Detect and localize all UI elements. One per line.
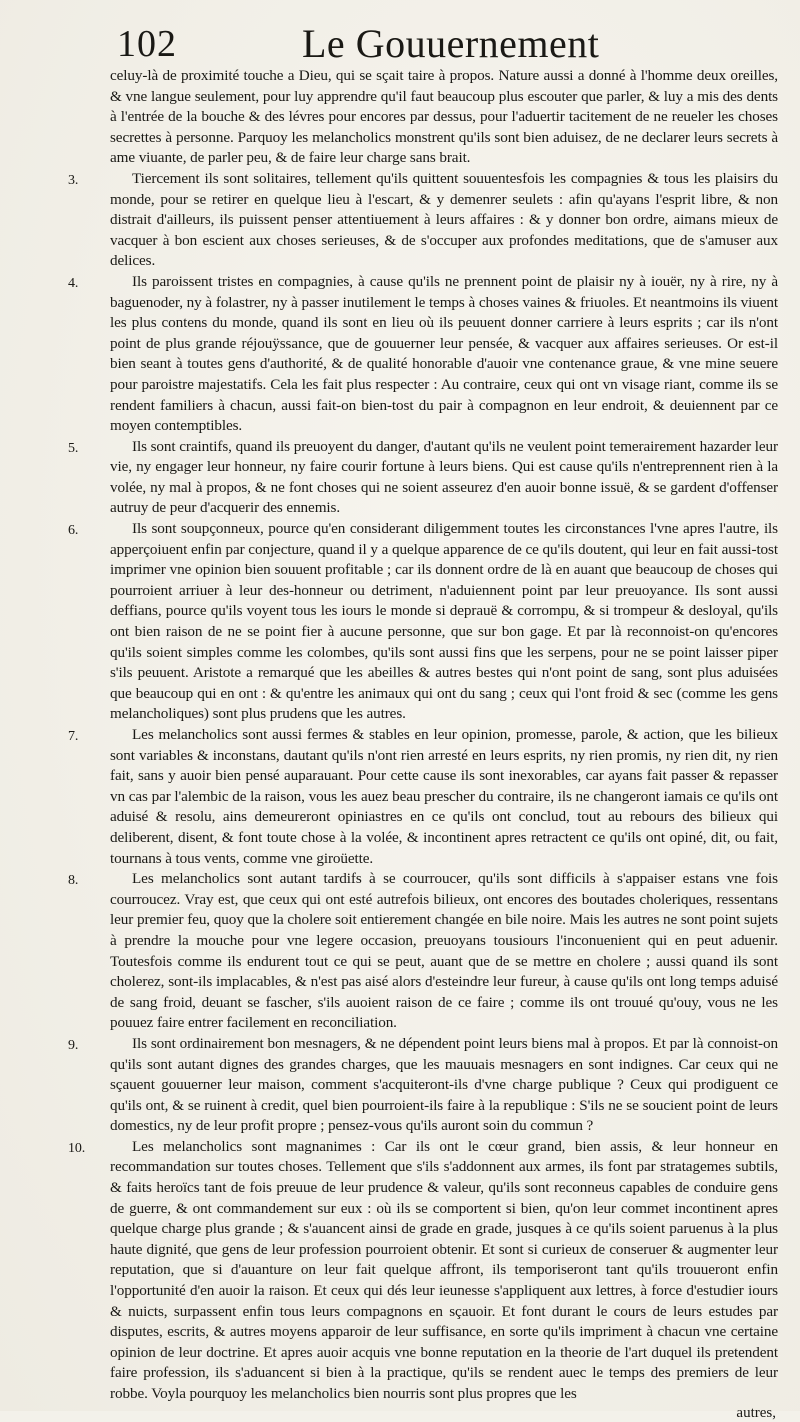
paragraph-4 — [68, 272, 778, 437]
running-title: Le Gouuernement — [302, 21, 600, 66]
margin-number: 9. — [68, 1037, 79, 1053]
page-number: 102 — [117, 23, 177, 65]
paragraph-text: Ils paroissent tristes en compagnies, à cause qu'ils ne prennent point de plaisir ny à iouër, ny à rire, ny à baguenoder, ny à folastrer, ny à passer inutilement le temps à choses vaines & friuoles. Et neantmoins ils viuent les plus contens du monde, quand ils sont en lieu où ils peuuent donner carriere à leurs esprits ; car ils n'ont point de plus grande réjouÿssance, que de gouuerner leur pensée, & vacquer aux affaires serieuses. Or est-il bien seant à toutes gens d'authorité, & de qualité honorable d'auoir vne contenance graue, & vne mine seuere pour paroistre majestatifs. Cela les fait plus respecter : Au contraire, ceux qui ont vn visage riant, comme ils se rendent familiers à chacun, aussi fait-on bien-tost du pair à compagnon en leur endroit, & deuiennent par ce moyen contemptibles. — [110, 272, 778, 435]
paragraph-text: celuy-là de proximité touche a Dieu, qui se sçait taire à propos. Nature aussi a donné à l'homme deux oreilles, & vne langue seulement, pour luy apprendre qu'il faut beaucoup plus escouter que parler, & luy a mis des dents à l'entrée de la bouche & des lévres pour encores par dessus, pour l'aduertir tacitement de ne reueler les choses secrettes à personne. Parquoy les melancholics monstrent qu'ils sont bien aduisez, de ne declarer leurs secrets à ame viuante, de parler peu, & de faire leur charge sans brait. — [110, 67, 778, 167]
paragraph-text: Les melancholics sont magnanimes : Car ils ont le cœur grand, bien assis, & leur honneur en recommandation sur toutes choses. Tellement que s'ils s'addonnent aux armes, ils font par stratagemes subtils, & faits heroïcs tant de fois preuue de leur prudence & valeur, qu'ils sont reconneus capables de conduire gens de guerre, & ont commandement sur eux : où ils se comportent si bien, qu'on leur commet incontinent apres quelque charge plus grande ; & s'auancent ainsi de grade en grade, jusques à ce qu'ils soient paruenus à la plus haute dignité, que gens de leur profession pourroient obtenir. Et sont si curieux de conseruer & augmenter leur reputation, que si d'auanture on leur fait quelque affront, ils temporiseront tant qu'ils trouueront enfin l'opportunité d'en auoir la raison. Et ceux qui dés leur ieunesse s'appliquent aux lettres, à force d'estudier iours & nuicts, surpassent enfin tous leurs compagnons en sçauoir. Et font durant le cours de leurs estudes par disputes, escrits, & autres moyens apparoir de leur suffisance, en sorte qu'ils impriment à chacun vne certaine opinion de leur doctrine. Et apres auoir acquis vne bonne reputation en la theorie de l'art duquel ils pretendent faire profession, ils s'aduancent si bien à la practique, qu'ils se rendent auec le temps des premiers de leur robbe. Voyla pourquoy les melancholics bien nourris sont plus propres que les — [110, 1137, 778, 1402]
paragraph-text: Les melancholics sont aussi fermes & stables en leur opinion, promesse, parole, & action, que les bilieux sont variables & inconstans, dautant qu'ils n'ont rien arresté en leurs esprits, ny rien promis, ny rien dit, ny rien fait, sans y auoir bien pensé auparauant. Pour cette cause ils sont inexorables, car ayans fait passer & repasser vn cas par l'alembic de la raison, vous les auez beau prescher du contraire, ils ne changeront iamais ce qu'ils ont aduisé & resolu, ains demeureront opiniastres en ce qu'ils ont conclud, tout au rebours des bilieux qui deliberent, disent, & font toute chose à la volée, & incontinent apres retractent ce qu'ils ont opiné, dit, ou fait, tournans à tous vents, comme vne giroüette. — [110, 726, 778, 867]
margin-number: 5. — [68, 440, 79, 456]
paragraph-text: Tiercement ils sont solitaires, tellement qu'ils quittent souuentesfois les compagnies & tous les plaisirs du monde, pour se retirer en quelque lieu à l'escart, & y demenrer seulets : afin qu'ayans l'esprit libre, & non distrait d'ailleurs, ils puissent penser attentiuement à leurs affaires : & y donner bon ordre, aimans mieux de vacquer à bon escient aux choses serieuses, & de s'occuper aux profondes meditations, que de s'amuser aux delices. — [110, 169, 778, 270]
paragraph-7 — [68, 725, 778, 869]
paragraph-3 — [68, 169, 778, 272]
paragraph-text: Ils sont ordinairement bon mesnagers, & ne dépendent point leurs biens mal à propos. Et par là connoist-on qu'ils sont autant dignes des grandes charges, que les mauuais mesnagers en sont indignes. Car ceux qui ne sçauent gouuerner leur maison, comment s'acquiteront-ils d'vne charge publique ? Ceux qui prodiguent ce qu'ils ont, & se ruinent à credit, quel bien pourroient-ils faire à la republique : S'ils ne se soucient point de leurs domestics, ny de leur profit propre ; pensez-vous qu'ils auront soin du commun ? — [110, 1034, 778, 1135]
paragraph-10 — [68, 1137, 778, 1405]
margin-number: 4. — [68, 275, 79, 291]
margin-number: 3. — [68, 172, 79, 188]
paragraph-text: Les melancholics sont autant tardifs à se courroucer, qu'ils sont difficils à s'appaiser estans vne fois courroucez. Vray est, que ceux qui ont esté autrefois bilieux, ont encores des boutades choleriques, ressentans leur premier feu, quoy que la cholere soit entierement changée en bile noire. Mais les autres ne sont point sujets à prendre la mouche pour vne legere occasion, preuoyans tousiours l'inconuenient qui en peut aduenir. Toutesfois comme ils endurent tout ce qui se peut, auant que de se mettre en cholere ; aussi quand ils sont cholerez, sont-ils implacables, & n'est pas aisé alors d'esteindre leur fureur, à cause qu'ils ont long temps aduisé de sang froid, deuant se fascher, s'ils auoient raison de ce faire ; comme ils ont trouué qu'ouy, vous ne les pouuez faire entrer facilement en reconciliation. — [110, 870, 778, 1032]
paragraph-5 — [68, 437, 778, 519]
page-header — [14, 18, 776, 66]
margin-number: 6. — [68, 523, 79, 539]
paragraph-text: Ils sont craintifs, quand ils preuoyent du danger, d'autant qu'ils ne veulent point temerairement hazarder leur vie, ny engager leur honneur, ny faire courir fortune à leurs biens. Qui est cause qu'ils n'entreprennent rien à la volée, ny mal à propos, & ne font choses qui ne soient asseurez d'en auoir bonne issuë, & se gardent d'offenser autruy de peur d'acquerir des ennemis. — [110, 437, 778, 517]
paragraph-9 — [68, 1034, 778, 1137]
paragraph-6 — [68, 519, 778, 725]
margin-number: 7. — [68, 729, 79, 744]
catchword: autres, — [736, 1404, 776, 1421]
margin-number: 10. — [68, 1140, 86, 1156]
margin-number: 8. — [68, 873, 79, 889]
paragraph-8 — [68, 869, 778, 1034]
paragraph-text: Ils sont soupçonneux, pource qu'en considerant diligemment toutes les circonstances l'vne apres l'autre, ils apperçoiuent enfin par conjecture, quand il y a quelque apparence de ce qu'ils doutent, qui leur en fait aussi-tost imprimer vne opinion bien souuent profitable ; car ils donnent ordre de là en auant que beaucoup de choses qui pourroient arriuer à leur des-honneur ou detriment, n'aduiennent point par leur preuoyance. Ils sont aussi deffians, pource qu'ils voyent tous les iours le monde si deprauë & corrompu, & si trompeur & desloyal, qu'ils ont bien raison de ne se point fier à aucune personne, que sur bon gage. Et par là reconnoist-on qu'encores qu'ils soient simples comme les colombes, qu'ils sont aussi fins que les serpens, pour ne se point laisser piper s'ils peuuent. Aristote a remarqué que les abeilles & autres bestes qui n'ont point de sang, sont plus aduisées que beaucoup qui en ont : & qu'entre les animaux qui ont du sang ; ceux qui l'ont froid & sec (comme les gens melancholiques) sont plus prudens que les autres. — [110, 520, 778, 723]
paragraph-continuation — [110, 66, 778, 169]
text-block — [68, 66, 778, 1422]
